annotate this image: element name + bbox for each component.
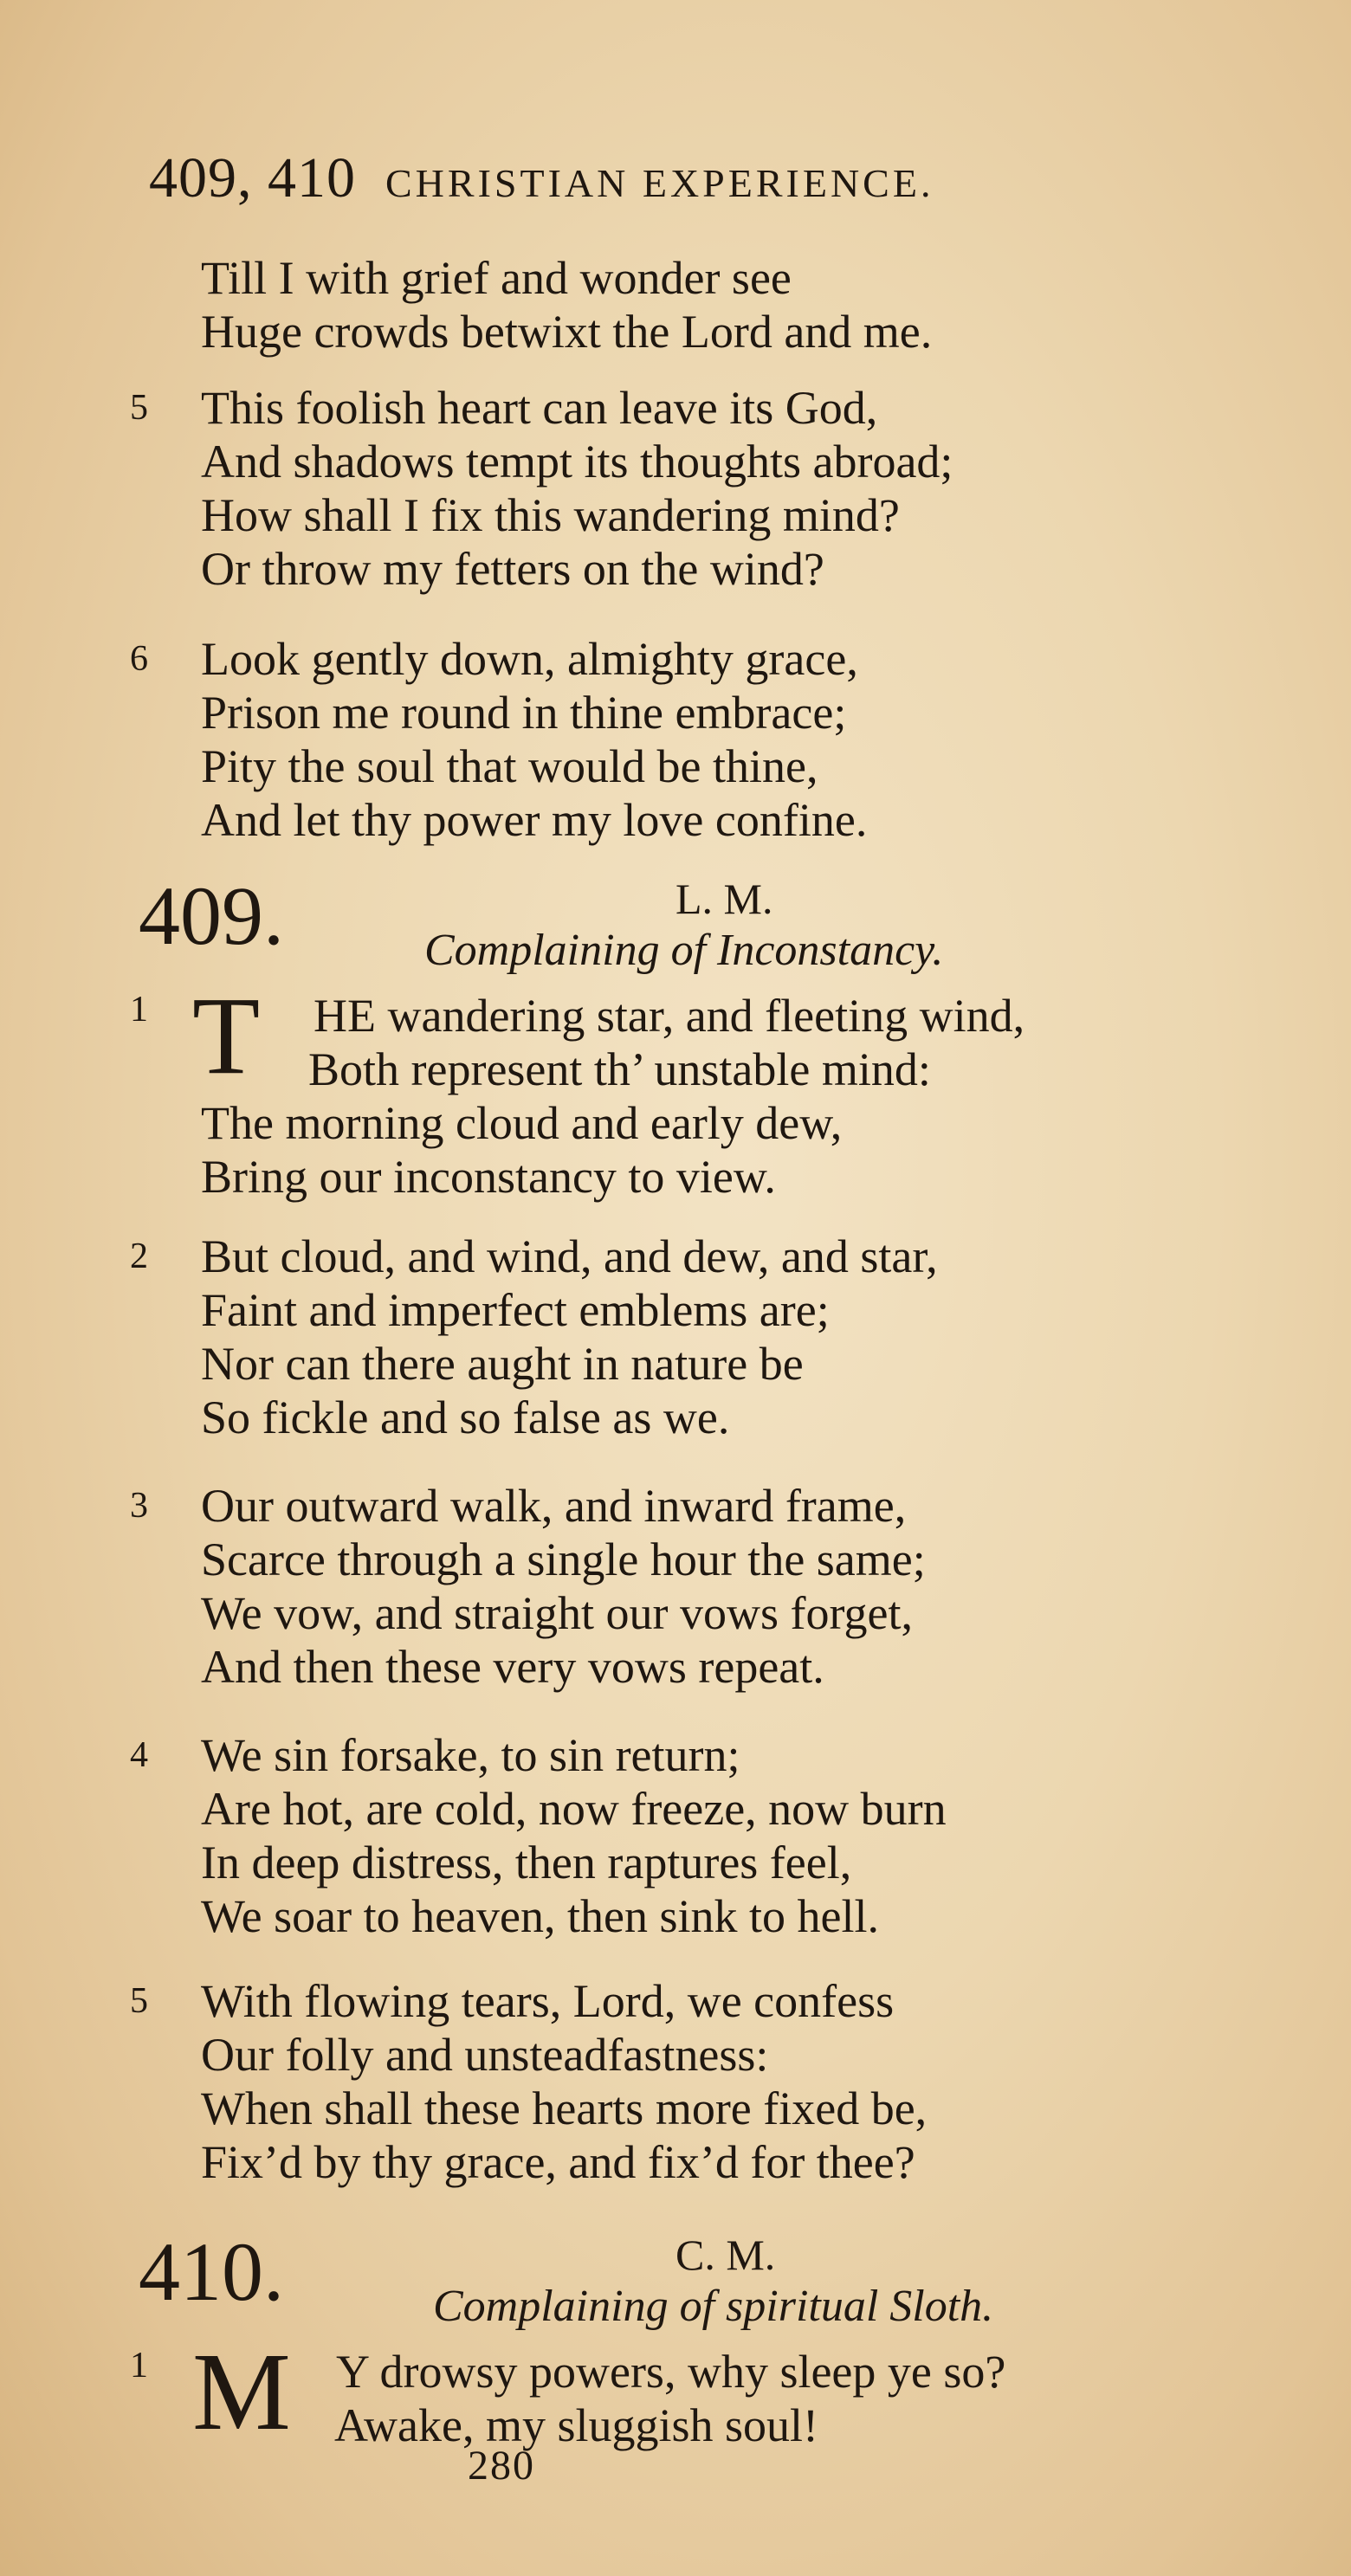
running-title: CHRISTIAN EXPERIENCE. (385, 161, 934, 205)
verse-line: Bring our inconstancy to view. (201, 1151, 776, 1203)
page-footer-number: 280 (468, 2443, 535, 2489)
verse-line: With flowing tears, Lord, we confess (201, 1975, 895, 2027)
stanza-number: 1 (130, 2346, 148, 2386)
verse-line: Both represent th’ unstable mind: (308, 1043, 931, 1095)
hymn-meter: L. M. (676, 875, 773, 923)
hymn-409-stanza-1-rest (130, 1096, 1256, 1204)
hymn-title: Complaining of Inconstancy. (424, 926, 944, 975)
hymn-409-stanza-4 (130, 1728, 1256, 1943)
verse-line: But cloud, and wind, and dew, and star, (201, 1230, 938, 1282)
verse-line: Or throw my fetters on the wind? (201, 543, 824, 595)
verse-line: Our folly and unsteadfastness: (201, 2029, 769, 2081)
stanza-number: 2 (130, 1236, 148, 1276)
hymn-409-heading (139, 869, 1212, 987)
hymn-409-stanza-3 (130, 1479, 1256, 1694)
hymn-409-stanza-1-opening (130, 974, 1273, 1097)
verse-line: Fix’d by thy grace, and fix’d for thee? (201, 2136, 915, 2188)
verse-line: In deep distress, then raptures feel, (201, 1837, 852, 1888)
verse-line: HE wandering star, and fleeting wind, (314, 990, 1025, 1042)
verse-line: We vow, and straight our vows forget, (201, 1587, 913, 1639)
hymn-number: 409. (139, 869, 284, 962)
verse-line: And shadows tempt its thoughts abroad; (201, 436, 953, 487)
drop-cap: T (192, 974, 261, 1097)
verse-line: Awake, my sluggish soul! (334, 2399, 819, 2451)
stanza-number: 3 (130, 1486, 148, 1526)
verse-line: This foolish heart can leave its God, (201, 382, 878, 434)
verse-line: Y drowsy powers, why sleep ye so? (336, 2346, 1006, 2398)
hymn-number: 410. (139, 2225, 284, 2318)
page-header (149, 145, 1188, 215)
stanza-6 (130, 632, 1256, 847)
verse-line: Pity the soul that would be thine, (201, 740, 818, 792)
hymn-title: Complaining of spiritual Sloth. (433, 2282, 994, 2331)
verse-line: How shall I fix this wandering mind? (201, 489, 900, 541)
stanza-number: 4 (130, 1735, 148, 1775)
hymn-409-stanza-2 (130, 1230, 1256, 1444)
verse-line: Our outward walk, and inward frame, (201, 1480, 907, 1532)
drop-cap: M (192, 2330, 291, 2453)
stanza-number: 1 (130, 990, 148, 1030)
hymn-409-stanza-5 (130, 1974, 1256, 2189)
verse-line: So fickle and so false as we. (201, 1391, 730, 1443)
verse-line: We sin forsake, to sin return; (201, 1729, 740, 1781)
stanza-number: 6 (130, 639, 148, 679)
verse-line: Look gently down, almighty grace, (201, 633, 858, 685)
verse-line: Huge crowds betwixt the Lord and me. (201, 306, 933, 358)
verse-line: We soar to heaven, then sink to hell. (201, 1890, 879, 1942)
stanza-continued (130, 251, 1256, 358)
verse-line: When shall these hearts more fixed be, (201, 2082, 928, 2134)
stanza-number: 5 (130, 388, 148, 428)
verse-line: Nor can there aught in nature be (201, 1338, 804, 1390)
verse-line: Till I with grief and wonder see (201, 252, 792, 304)
hymn-410-stanza-1-opening (130, 2330, 1273, 2453)
page-numbers: 409, 410 (149, 146, 356, 210)
verse-line: The morning cloud and early dew, (201, 1097, 843, 1149)
verse-line: Prison me round in thine embrace; (201, 687, 847, 739)
stanza-5 (130, 381, 1256, 596)
hymn-meter: C. M. (676, 2231, 776, 2279)
hymn-410-heading (139, 2225, 1212, 2343)
verse-line: And let thy power my love confine. (201, 794, 868, 846)
stanza-number: 5 (130, 1981, 148, 2021)
verse-line: Scarce through a single hour the same; (201, 1533, 926, 1585)
verse-line: And then these very vows repeat. (201, 1641, 824, 1693)
verse-line: Faint and imperfect emblems are; (201, 1284, 830, 1336)
verse-line: Are hot, are cold, now freeze, now burn (201, 1783, 947, 1835)
